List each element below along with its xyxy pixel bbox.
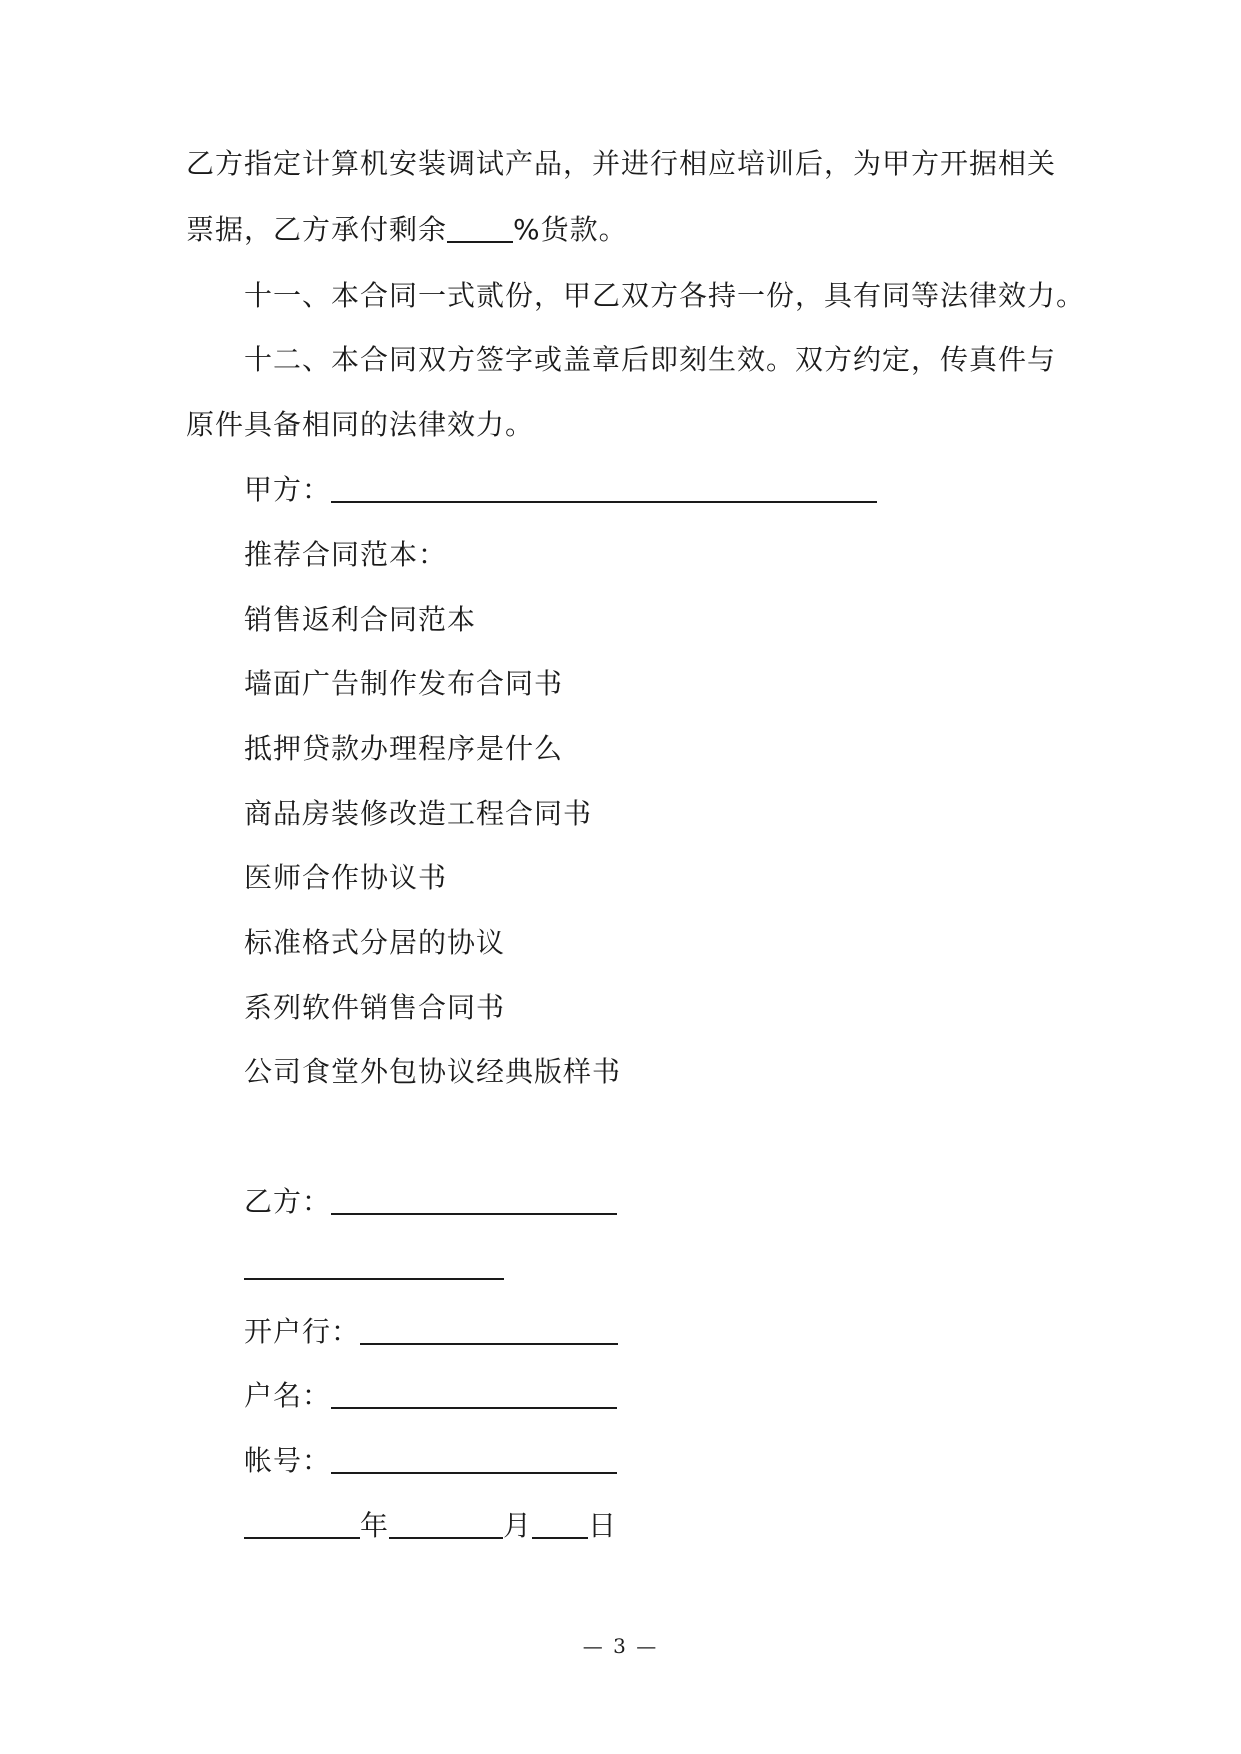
recommended-link-text[interactable]: 标准格式分居的协议 <box>244 926 506 959</box>
account-name-label: 户名： <box>244 1379 332 1412</box>
month-label: 月 <box>503 1509 533 1542</box>
month-blank <box>389 1507 503 1539</box>
account-number-blank <box>331 1442 617 1474</box>
party-b-blank <box>331 1183 617 1215</box>
day-blank <box>532 1507 588 1539</box>
recommended-link-text[interactable]: 医师合作协议书 <box>244 861 448 894</box>
paragraph-text: %货款。 <box>513 213 628 246</box>
clause-text: 十一、本合同一式贰份，甲乙双方各持一份，具有同等法律效力。 <box>244 279 1086 312</box>
party-b-label: 乙方： <box>244 1185 332 1218</box>
year-blank <box>244 1507 360 1539</box>
clause-twelve <box>244 340 1056 380</box>
page-number: — 3 — <box>582 1634 659 1658</box>
date-field <box>244 1506 617 1546</box>
year-label: 年 <box>360 1509 390 1542</box>
day-label: 日 <box>588 1509 618 1542</box>
recommended-link[interactable] <box>244 858 447 898</box>
account-name-blank <box>331 1377 617 1409</box>
paragraph-text: 票据，乙方承付剩余 <box>186 213 448 246</box>
recommended-heading-text: 推荐合同范本： <box>244 538 448 571</box>
account-name-field <box>244 1376 617 1416</box>
clause-twelve-continued <box>186 405 534 445</box>
recommended-link-text[interactable]: 墙面广告制作发布合同书 <box>244 667 564 700</box>
paragraph-text: 乙方指定计算机安装调试产品，并进行相应培训后，为甲方开据相关 <box>186 147 1057 180</box>
signature-blank <box>244 1248 504 1280</box>
bank-field <box>244 1312 618 1352</box>
clause-text: 原件具备相同的法律效力。 <box>186 408 535 441</box>
party-a-label: 甲方： <box>244 473 332 506</box>
account-number-field <box>244 1441 617 1481</box>
party-a-field <box>244 470 877 510</box>
recommended-link[interactable] <box>244 1052 621 1092</box>
bank-label: 开户行： <box>244 1315 361 1348</box>
percent-blank <box>447 211 513 243</box>
account-number-label: 帐号： <box>244 1444 332 1477</box>
party-a-blank <box>331 471 877 503</box>
clause-eleven <box>244 276 1085 316</box>
paragraph-line <box>186 210 628 250</box>
recommended-link[interactable] <box>244 729 563 769</box>
recommended-link[interactable] <box>244 664 563 704</box>
signature-continuation <box>244 1247 504 1287</box>
clause-text: 十二、本合同双方签字或盖章后即刻生效。双方约定，传真件与 <box>244 343 1057 376</box>
paragraph-line <box>186 144 1056 184</box>
recommended-link[interactable] <box>244 923 505 963</box>
recommended-link[interactable] <box>244 600 476 640</box>
party-b-field <box>244 1182 617 1222</box>
recommended-link-text[interactable]: 抵押贷款办理程序是什么 <box>244 732 564 765</box>
recommended-link-text[interactable]: 公司食堂外包协议经典版样书 <box>244 1055 622 1088</box>
recommended-link-text[interactable]: 销售返利合同范本 <box>244 603 477 636</box>
bank-blank <box>360 1313 618 1345</box>
recommended-link-text[interactable]: 系列软件销售合同书 <box>244 991 506 1024</box>
recommended-heading <box>244 535 447 575</box>
recommended-link[interactable] <box>244 988 505 1028</box>
recommended-link-text[interactable]: 商品房装修改造工程合同书 <box>244 797 593 830</box>
recommended-link[interactable] <box>244 794 592 834</box>
